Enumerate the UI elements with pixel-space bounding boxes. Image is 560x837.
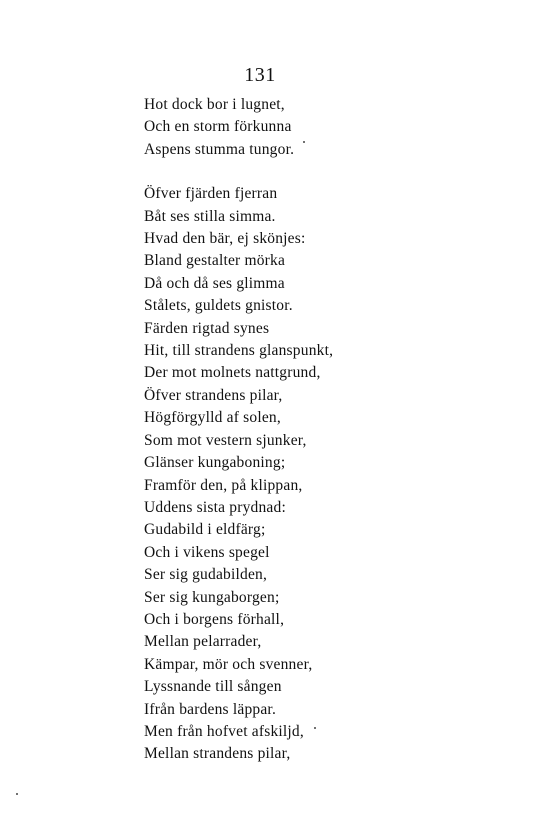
poem-line: Hot dock bor i lugnet, xyxy=(144,96,285,113)
print-speck xyxy=(314,727,316,729)
poem-line: Lyssnande till sången xyxy=(144,678,282,696)
poem-line: Då och då ses glimma xyxy=(144,274,285,292)
poem-line: Mellan strandens pilar, xyxy=(144,745,291,763)
poem-line: Högförgylld af solen, xyxy=(144,409,281,427)
poem-line: Glänser kungaboning; xyxy=(144,454,286,472)
stanza-2 xyxy=(144,183,524,766)
poem-line: Der mot molnets nattgrund, xyxy=(144,364,321,382)
poem-line: Gudabild i eldfärg; xyxy=(144,521,266,539)
stanza-1 xyxy=(144,94,524,161)
poem-line: Hit, till strandens glanspunkt, xyxy=(144,342,334,360)
poem-line: Färden rigtad synes xyxy=(144,319,270,337)
poem-line: Och i vikens spegel xyxy=(144,543,270,561)
poem-line: Framför den, på klippan, xyxy=(144,476,303,494)
poem-text xyxy=(144,94,524,766)
poem-line: Men från hofvet afskiljd, xyxy=(144,722,304,740)
poem-line: Kämpar, mör och svenner, xyxy=(144,655,313,673)
poem-line: Ser sig gudabilden, xyxy=(144,566,268,584)
poem-line: Och en storm förkunna xyxy=(144,118,292,136)
print-speck xyxy=(303,141,305,143)
poem-line: Öfver strandens pilar, xyxy=(144,386,283,404)
poem-line: Uddens sista prydnad: xyxy=(144,498,286,516)
poem-line: Stålets, guldets gnistor. xyxy=(144,297,293,315)
poem-line: Öfver fjärden fjerran xyxy=(144,185,278,203)
poem-line: Båt ses stilla simma. xyxy=(144,207,276,225)
poem-line: Mellan pelarrader, xyxy=(144,633,262,651)
print-speck xyxy=(16,793,18,795)
page-number: 131 xyxy=(244,64,276,86)
poem-line: Hvad den bär, ej skönjes: xyxy=(144,230,306,248)
poem-line: Aspens stumma tungor. xyxy=(144,140,295,158)
poem-line: Bland gestalter mörka xyxy=(144,252,286,270)
poem-line: Och i borgens förhall, xyxy=(144,610,285,628)
poem-line: Ifrån bardens läppar. xyxy=(144,700,277,718)
poem-line: Som mot vestern sjunker, xyxy=(144,431,307,449)
poem-line: Ser sig kungaborgen; xyxy=(144,588,280,606)
